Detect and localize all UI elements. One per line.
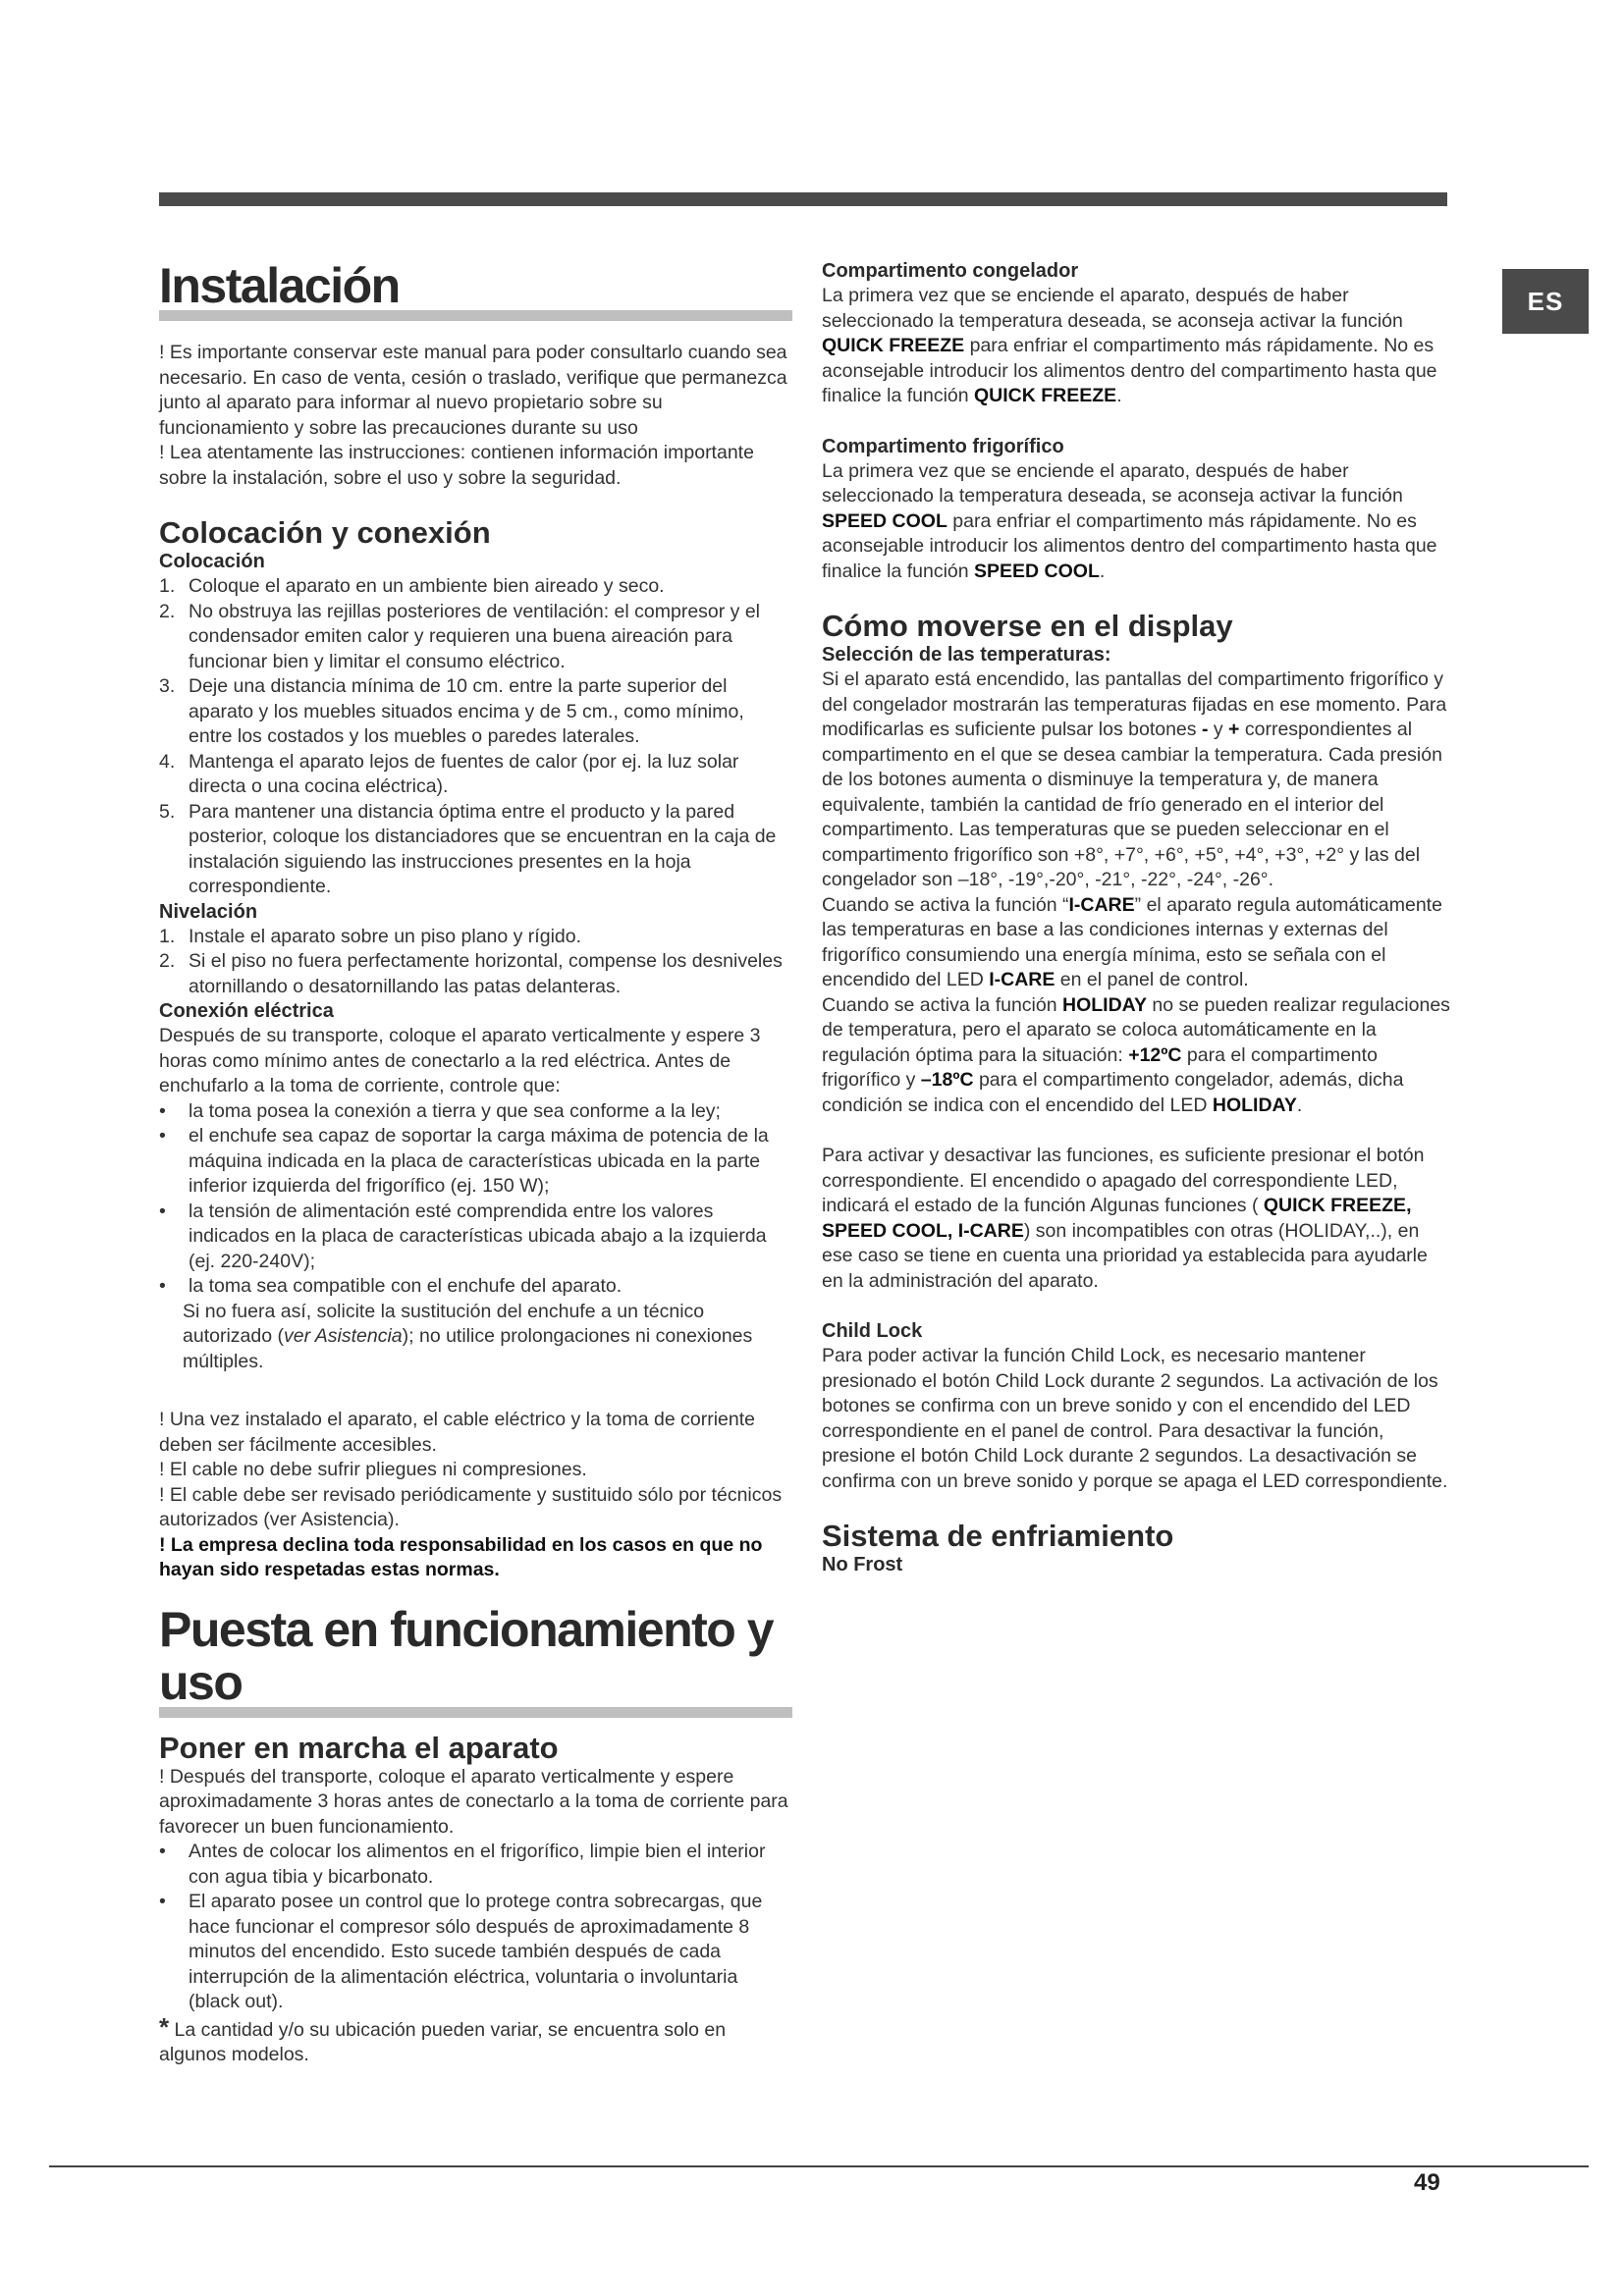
list-item: 3. Deje una distancia mínima de 10 cm. entre la parte superior del aparato y los muebles situados encima y de 5 cm., como mínimo, entre los costados y los muebles o paredes laterales. xyxy=(159,675,744,747)
bullet-icon: • xyxy=(159,1891,166,1912)
heading-congelador: Compartimento congelador xyxy=(822,260,1079,282)
subheading-nivelacion: Nivelación xyxy=(159,900,258,923)
warning: ! La empresa declina toda responsabilidad en los casos en que no hayan sido respetadas estas normas. xyxy=(159,1533,763,1580)
bullet-icon: • xyxy=(159,1099,166,1122)
paragraph: Para poder activar la función Child Lock, es necesario mantener presionado el botón Child Lock durante 2 segundos. La activación de los botones se confirma con un breve sonido y con el encendido del LED correspondiente en el panel de control. Para desactivar la función, presione el botón Child Lock durante 2 segundos. La desactivación se confirma con un breve sonido y porque se apaga el LED correspondiente. xyxy=(822,1345,1448,1492)
subheading-colocacion: Colocación xyxy=(159,551,265,572)
asterisk-icon: * xyxy=(159,2011,170,2042)
paragraph: ! Es importante conservar este manual para poder consultarlo cuando sea necesario. En caso de venta, cesión o traslado, verifique que permanezca junto al aparato para informar al nuevo propietario sobre su funcionamiento y sobre las precauciones durante su uso xyxy=(159,342,787,439)
list-item: 1. Instale el aparato sobre un piso plano y rígido. xyxy=(159,925,582,947)
paragraph: Después de su transporte, coloque el aparato verticalmente y espere 3 horas como mínimo antes de conectarlo a la red eléctrica. Antes de enchufarlo a la toma de corriente, controle que: xyxy=(159,1025,761,1096)
paragraph: La primera vez que se enciende el aparato, después de haber seleccionado la temperatura deseada, se aconseja activar la función QUICK FREEZE para enfriar el compartimento más rápidamente. No es aconsejable introducir los alimentos dentro del compartimento hasta que finalice la función QUICK FREEZE. xyxy=(822,285,1437,406)
paragraph: Cuando se activa la función “I-CARE” el aparato regula automáticamente las temperaturas en base a las condiciones internas y externas del frigorífico consumiendo una energía mínima, esto se señala con el encendido del LED I-CARE en el panel de control. xyxy=(822,893,1442,990)
subheading-seleccion: Selección de las temperaturas: xyxy=(822,644,1111,666)
list-item: • la toma sea compatible con el enchufe del aparato. xyxy=(159,1274,792,1300)
paragraph: Si el aparato está encendido, las pantallas del compartimento frigorífico y del congelador mostrarán las temperaturas fijadas en ese momento. Para modificarlas es suficiente pulsar los botones - y + correspondientes al compartimento en el que se desea cambiar la temperatura. Cada presión de los botones aumenta o disminuye la temperatura y, de manera equivalente, también la cantidad de frío generado en el interior del compartimento. Las temperaturas que se pueden seleccionar en el compartimento frigorífico son +8°, +7°, +6°, +5°, +4°, +3°, +2° y las del congelador son –18°, -19°,-20°, -21°, -22°, -24°, -26°. xyxy=(822,668,1447,890)
heading-display: Cómo moverse en el display xyxy=(822,609,1233,643)
left-column xyxy=(159,259,792,2068)
page-number: 49 xyxy=(1414,2169,1440,2196)
link-ver-asistencia: ver Asistencia xyxy=(283,1325,403,1347)
section-title-puesta: Puesta en funcionamiento y uso xyxy=(159,1603,792,1718)
list-item: 2. No obstruya las rejillas posteriores de ventilación: el compresor y el condensador emiten calor y requieren una buena aireación para funcionar bien y limitar el consumo eléctrico. xyxy=(159,600,761,672)
paragraph: Cuando se activa la función HOLIDAY no se pueden realizar regulaciones de temperatura, pero el aparato se coloca automáticamente en la regulación óptima para la situación: +12ºC para el compartimento frigorífico y –18ºC para el compartimento congelador, además, dicha condición se indica con el encendido del LED HOLIDAY. xyxy=(822,993,1450,1116)
list-item: 2. Si el piso no fuera perfectamente horizontal, compense los desniveles atornillando o desatornillando las patas delanteras. xyxy=(159,950,783,997)
right-column xyxy=(822,259,1450,1577)
paragraph: Si no fuera así, solicite la sustitución del enchufe a un técnico autorizado (ver Asistencia); no utilice prolongaciones ni conexiones múltiples. xyxy=(183,1300,753,1372)
paragraph: ! Lea atentamente las instrucciones: contienen información importante sobre la instalación, sobre el uso y sobre la seguridad. xyxy=(159,442,754,489)
subheading-conexion-electrica: Conexión eléctrica xyxy=(159,1000,334,1022)
colocacion-list xyxy=(159,574,792,900)
top-rule xyxy=(159,192,1447,206)
list-item: • Antes de colocar los alimentos en el frigorífico, limpie bien el interior con agua tibia y bicarbonato. xyxy=(159,1840,792,1890)
heading-enfriamiento: Sistema de enfriamiento xyxy=(822,1519,1174,1553)
bottom-rule xyxy=(49,2165,1589,2167)
list-item: • la tensión de alimentación esté comprendida entre los valores indicados en la placa de características ubicada abajo a la izquierda (ej. 220-240V); xyxy=(159,1200,792,1275)
section-title-instalacion: Instalación xyxy=(159,259,792,321)
bullet-icon: • xyxy=(159,1125,166,1147)
nivelacion-list xyxy=(159,925,792,1000)
subheading-no-frost: No Frost xyxy=(822,1554,903,1575)
title-underline xyxy=(159,1707,792,1718)
footnote: * La cantidad y/o su ubicación pueden variar, se encuentra solo en algunos modelos. xyxy=(159,2011,727,2065)
heading-child-lock: Child Lock xyxy=(822,1320,923,1342)
list-item: 1. Coloque el aparato en un ambiente bien aireado y seco. xyxy=(159,575,665,597)
warning: ! El cable no debe sufrir pliegues ni compresiones. xyxy=(159,1459,587,1480)
warning: ! Una vez instalado el aparato, el cable eléctrico y la toma de corriente deben ser fácilmente accesibles. xyxy=(159,1409,755,1456)
list-item: 5. Para mantener una distancia óptima entre el producto y la pared posterior, coloque los distanciadores que se encuentran en la caja de instalación siguiendo las instrucciones presentes en la hoja correspondiente. xyxy=(159,800,777,897)
heading-poner-en-marcha: Poner en marcha el aparato xyxy=(159,1730,559,1765)
conexion-bullet-list xyxy=(159,1099,792,1300)
list-item: • El aparato posee un control que lo protege contra sobrecargas, que hace funcionar el compresor sólo después de aproximadamente 8 minutos del encendido. Esto sucede también después de cada interrupción de la alimentación eléctrica, voluntaria o involuntaria (black out). xyxy=(159,1890,792,2015)
list-item: • el enchufe sea capaz de soportar la carga máxima de potencia de la máquina indicada en la placa de características ubicada en la parte inferior izquierda del frigorífico (ej. 150 W); xyxy=(159,1124,792,1200)
bullet-icon: • xyxy=(159,1841,166,1862)
heading-colocacion-conexion: Colocación y conexión xyxy=(159,515,491,550)
paragraph: Para activar y desactivar las funciones, es suficiente presionar el botón correspondiente. El encendido o apagado del correspondiente LED, indicará el estado de la función Algunas funciones ( QUICK FREEZE, SPEED COOL, I-CARE) son incompatibles con otras (HOLIDAY,..), en ese caso se tiene en cuenta una prioridad ya establecida para ayudarle en la administración del aparato. xyxy=(822,1145,1428,1292)
paragraph: ! Después del transporte, coloque el aparato verticalmente y espere aproximadamente 3 horas antes de conectarlo a la toma de corriente para favorecer un buen funcionamiento. xyxy=(159,1765,788,1838)
bullet-icon: • xyxy=(159,1275,166,1297)
list-item: 4. Mantenga el aparato lejos de fuentes de calor (por ej. la luz solar directa o una cocina eléctrica). xyxy=(159,750,739,797)
list-item: • la toma posea la conexión a tierra y que sea conforme a la ley; xyxy=(159,1099,792,1125)
poner-bullet-list xyxy=(159,1840,792,2015)
warning: ! El cable debe ser revisado periódicamente y sustituido sólo por técnicos autorizados (ver Asistencia). xyxy=(159,1483,783,1530)
paragraph: La primera vez que se enciende el aparato, después de haber seleccionado la temperatura deseada, se aconseja activar la función SPEED COOL para enfriar el compartimento más rápidamente. No es aconsejable introducir los alimentos dentro del compartimento hasta que finalice la función SPEED COOL. xyxy=(822,459,1437,582)
bullet-icon: • xyxy=(159,1200,166,1222)
language-tab: ES xyxy=(1502,269,1589,334)
heading-frigorifico: Compartimento frigorífico xyxy=(822,435,1064,457)
